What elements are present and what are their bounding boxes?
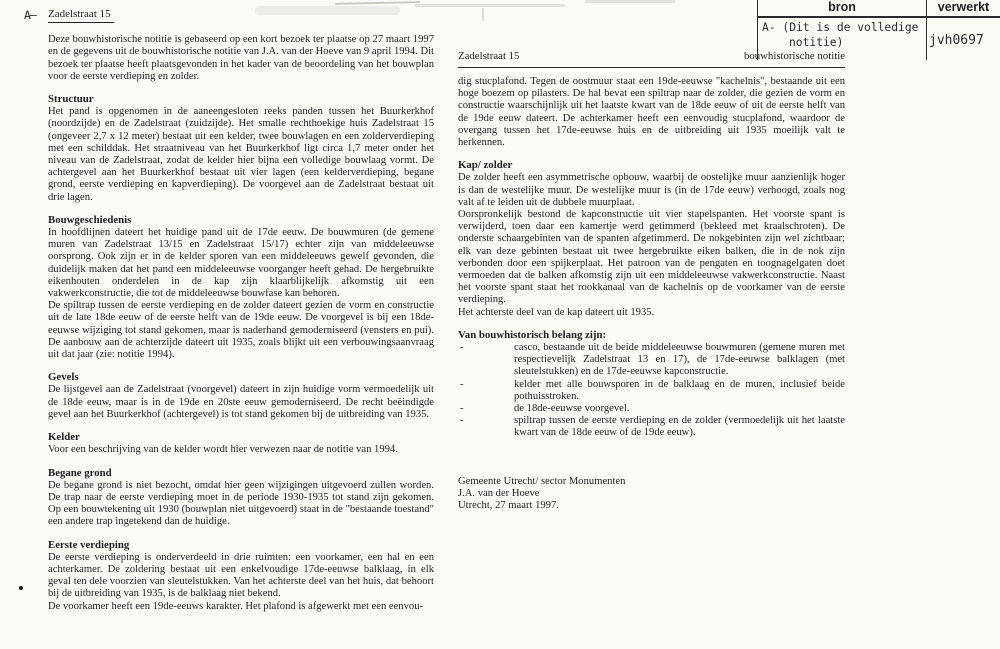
belang-item-text: casco, bestaande uit de beide middeleeuwse bouwmuren (gemene muren met respectievelijk Zadelstraat 13 en 17), de 17de-eeuwse balklagen (met sleutelstukken) en de 17de-eeuwse kapconstructie.	[514, 342, 845, 378]
signature-author: J.A. van der Hoeve	[458, 487, 540, 499]
signature-organisation: Gemeente Utrecht/ sector Monumenten	[458, 475, 626, 487]
kap-zolder-paragraph-2: Oorspronkelijk bestond de kapconstructie uit vier stapelspanten. Het voorste spant is verwijderd, toen daar een kamertje werd getimmerd (bekleed met kraalschroten). De onderste schaargebinten van de spanten afgetimmerd. De nokgebinten zijn wel zichtbaar; elk van deze gebinten bestaat uit twee hergebruikte eiken balken, die in de nok zijn verbonden door een spijkerplaat. Het patroon van de pengaten en toognagelgaten doet vermoeden dat de balken afkomstig zijn uit een middeleeuwse vakwerkconstructie. Naast het voorste spant staat het rookkanaal van de kachelnis op de voorkamer van de eerste verdieping.	[458, 209, 845, 306]
continuation-paragraph: dig stucplafond. Tegen de oostmuur staat een 19de-eeuwse "kachelnis", bestaande uit een hoge boezem op pilasters. De hal bevat een spiltrap naar de zolder, die gezien de vorm en constructie waarschijnlijk uit het laatste kwart van de 18de eeuw of uit de eerste helft van de 19de eeuw dateert. De achterkamer heeft een eenvoudig stucplafond, waardoor de overgang tussen het 17de-eeuwse huis en de uitbreiding uit 1935 moeilijk valt te herkennen.	[458, 76, 845, 149]
signature-place-date: Utrecht, 27 maart 1997.	[458, 500, 559, 512]
section-heading-gevels: Gevels	[48, 371, 79, 384]
belang-item-text: spiltrap tussen de eerste verdieping en de zolder (vermoedelijk uit het laatste kwart van de 18de eeuw of de 19de eeuw).	[514, 415, 845, 439]
page-header	[458, 50, 845, 68]
eerste-verdieping-paragraph-2: De voorkamer heeft een 19de-eeuws karakter. Het plafond is afgewerkt met een eenvou-	[48, 600, 424, 612]
belang-list-item	[458, 379, 845, 403]
right-column	[458, 50, 845, 512]
scan-artifact	[415, 4, 565, 7]
section-heading-eerste-verdieping: Eerste verdieping	[48, 538, 130, 551]
stamp-col-header-verwerkt: verwerkt	[926, 0, 1000, 16]
stamp-col-header-bron: bron	[828, 0, 856, 14]
intro-paragraph: Deze bouwhistorische notitie is gebaseerd op een kort bezoek ter plaatse op 27 maart 1997 en de gegevens uit de bouwhistorische notitie van J.A. van der Hoeve van 9 april 1994. Dit bezoek ter plaatse heeft plaatsgevonden in het kader van de beoordeling van het bouwplan voor de eerste verdieping en zolder.	[48, 34, 434, 82]
eerste-verdieping-paragraph-1: De eerste verdieping is onderverdeeld in drie ruimten: een voorkamer, een hal en een achterkamer. De zoldering bestaat uit een enkelvoudige 17de-eeuwse balklaag, in elk geval ten dele voorzien van sleutelstukken. Van het achterste deel van het huis, dat behoort bij de uitbreiding van 1935, is de balklaag niet bekend.	[48, 551, 434, 600]
belang-list-item	[458, 403, 845, 415]
bullet-dash: -	[460, 378, 464, 390]
kelder-paragraph: Voor een beschrijving van de kelder wordt hier verwezen naar de notitie van 1994.	[48, 444, 398, 456]
left-column	[48, 8, 434, 613]
bouwgeschiedenis-paragraph-2: De spiltrap tussen de eerste verdieping en de zolder dateert gezien de vorm en constructie uit de late 18de eeuw of de eerste helft van de 19de eeuw. De voorgevel is bij een 18de-eeuwse wijziging tot stand gekomen, maar is naderhand gemoderniseerd (vensters en pui). De aanbouw aan de achterzijde dateert uit 1935, zoals blijkt uit een verbouwingsaanvraag uit dat jaar (zie: notitie 1994).	[48, 300, 434, 361]
belang-item-text: de 18de-eeuwse voorgevel.	[514, 403, 630, 415]
kap-zolder-paragraph-3: Het achterste deel van de kap dateert uit 1935.	[458, 306, 655, 318]
scan-artifact	[585, 0, 675, 3]
scan-artifact	[335, 1, 420, 5]
bullet-dash: -	[460, 415, 464, 427]
kap-zolder-paragraph-1: De zolder heeft een asymmetrische opbouw, waarbij de oostelijke muur aanzienlijk hoger is dan de westelijke muur. De westelijke muur is (in de 17de eeuw) verhoogd, zoals nog valt af te leiden uit de dubbele muurplaat.	[458, 172, 845, 208]
bullet-dash: -	[460, 342, 464, 354]
belang-item-text: kelder met alle bouwsporen in de balklaag en de muren, inclusief beide pothuisstroken.	[514, 378, 845, 402]
gevels-paragraph: De lijstgevel aan de Zadelstraat (voorgevel) dateert in zijn huidige vorm vermoedelijk uit de 18de eeuw, maar is in de 19de en 20ste eeuw gemoderniseerd. De recht beëindigde gevel aan het Buurkerkhof (achtergevel) is tot stand gekomen bij de uitbreiding van 1935.	[48, 384, 434, 420]
document-title: Zadelstraat 15	[48, 8, 114, 23]
signature-block	[458, 476, 845, 513]
ink-dot	[19, 586, 23, 590]
section-heading-begane-grond: Begane grond	[48, 466, 112, 479]
begane-grond-paragraph: De begane grond is niet bezocht, omdat hier geen wijzigingen uitgevoerd zullen worden. De trap naar de eerste verdieping moet in de periode 1930-1935 tot stand zijn gekomen. Op een bouwtekening uit 1930 (bouwplan niet uitgevoerd) staat in de "bestaande toestand" een andere trap ingetekend dan de huidige.	[48, 479, 434, 528]
structuur-paragraph: Het pand is opgenomen in de aaneengesloten reeks panden tussen het Buurkerkhof (noordzijde) en de Zadelstraat (zuidzijde). Het smalle rechthoekige huis Zadelstraat 15 (ongeveer 2,7 x 12 meter) bestaat uit een kelder, twee bouwlagen en een zolderverdieping met een schilddak. Het straatniveau van het Buurkerkhof ligt circa 1,7 meter onder het niveau van de Zadelstraat, zodat de kelder hier bijna een volledige bouwlaag vormt. De achtergevel aan het Buurkerkhof bestaat uit vier lagen (een kelderverdieping, begane grond, eerste verdieping en kapverdieping). De voorgevel aan de Zadelstraat bestaat uit drie lagen.	[48, 106, 434, 203]
page-header-address: Zadelstraat 15	[458, 50, 520, 62]
margin-mark: A—	[24, 8, 36, 22]
section-heading-kap-zolder: Kap/ zolder	[458, 159, 513, 172]
page-header-doctype: bouwhistorische notitie	[743, 50, 845, 62]
section-heading-bouwgeschiedenis: Bouwgeschiedenis	[48, 213, 132, 226]
section-heading-belang: Van bouwhistorisch belang zijn:	[458, 328, 607, 341]
belang-list-item	[458, 342, 845, 379]
belang-list	[458, 342, 845, 440]
section-heading-structuur: Structuur	[48, 93, 94, 106]
stamp-note-line2: notitie)	[789, 35, 844, 49]
stamp-table-header-row	[758, 0, 1000, 18]
stamp-verwerkt-code: jvh0697	[926, 18, 1000, 60]
section-heading-kelder: Kelder	[48, 431, 80, 444]
bouwgeschiedenis-paragraph-1: In hoofdlijnen dateert het huidige pand uit de 17de eeuw. De bouwmuren (de gemene muren van Zadelstraat 13/15 en Zadelstraat 15/17) echter zijn van middeleeuwse oorsprong. Ook zijn er in de kelder sporen van een middeleeuws gewelf gevonden, die duidelijk maken dat het pand een middeleeuwse voorganger heeft gehad. De hergebruikte eikenhouten onderdelen in de kap zijn klaarblijkelijk afkomstig uit een vakwerkconstructie, die tot de middeleeuwse bouwfase kan behoren.	[48, 227, 434, 300]
belang-list-item	[458, 415, 845, 439]
stamp-note-line1: A- (Dit is de volledige	[762, 21, 919, 34]
scan-artifact	[482, 8, 484, 21]
bullet-dash: -	[460, 403, 464, 415]
